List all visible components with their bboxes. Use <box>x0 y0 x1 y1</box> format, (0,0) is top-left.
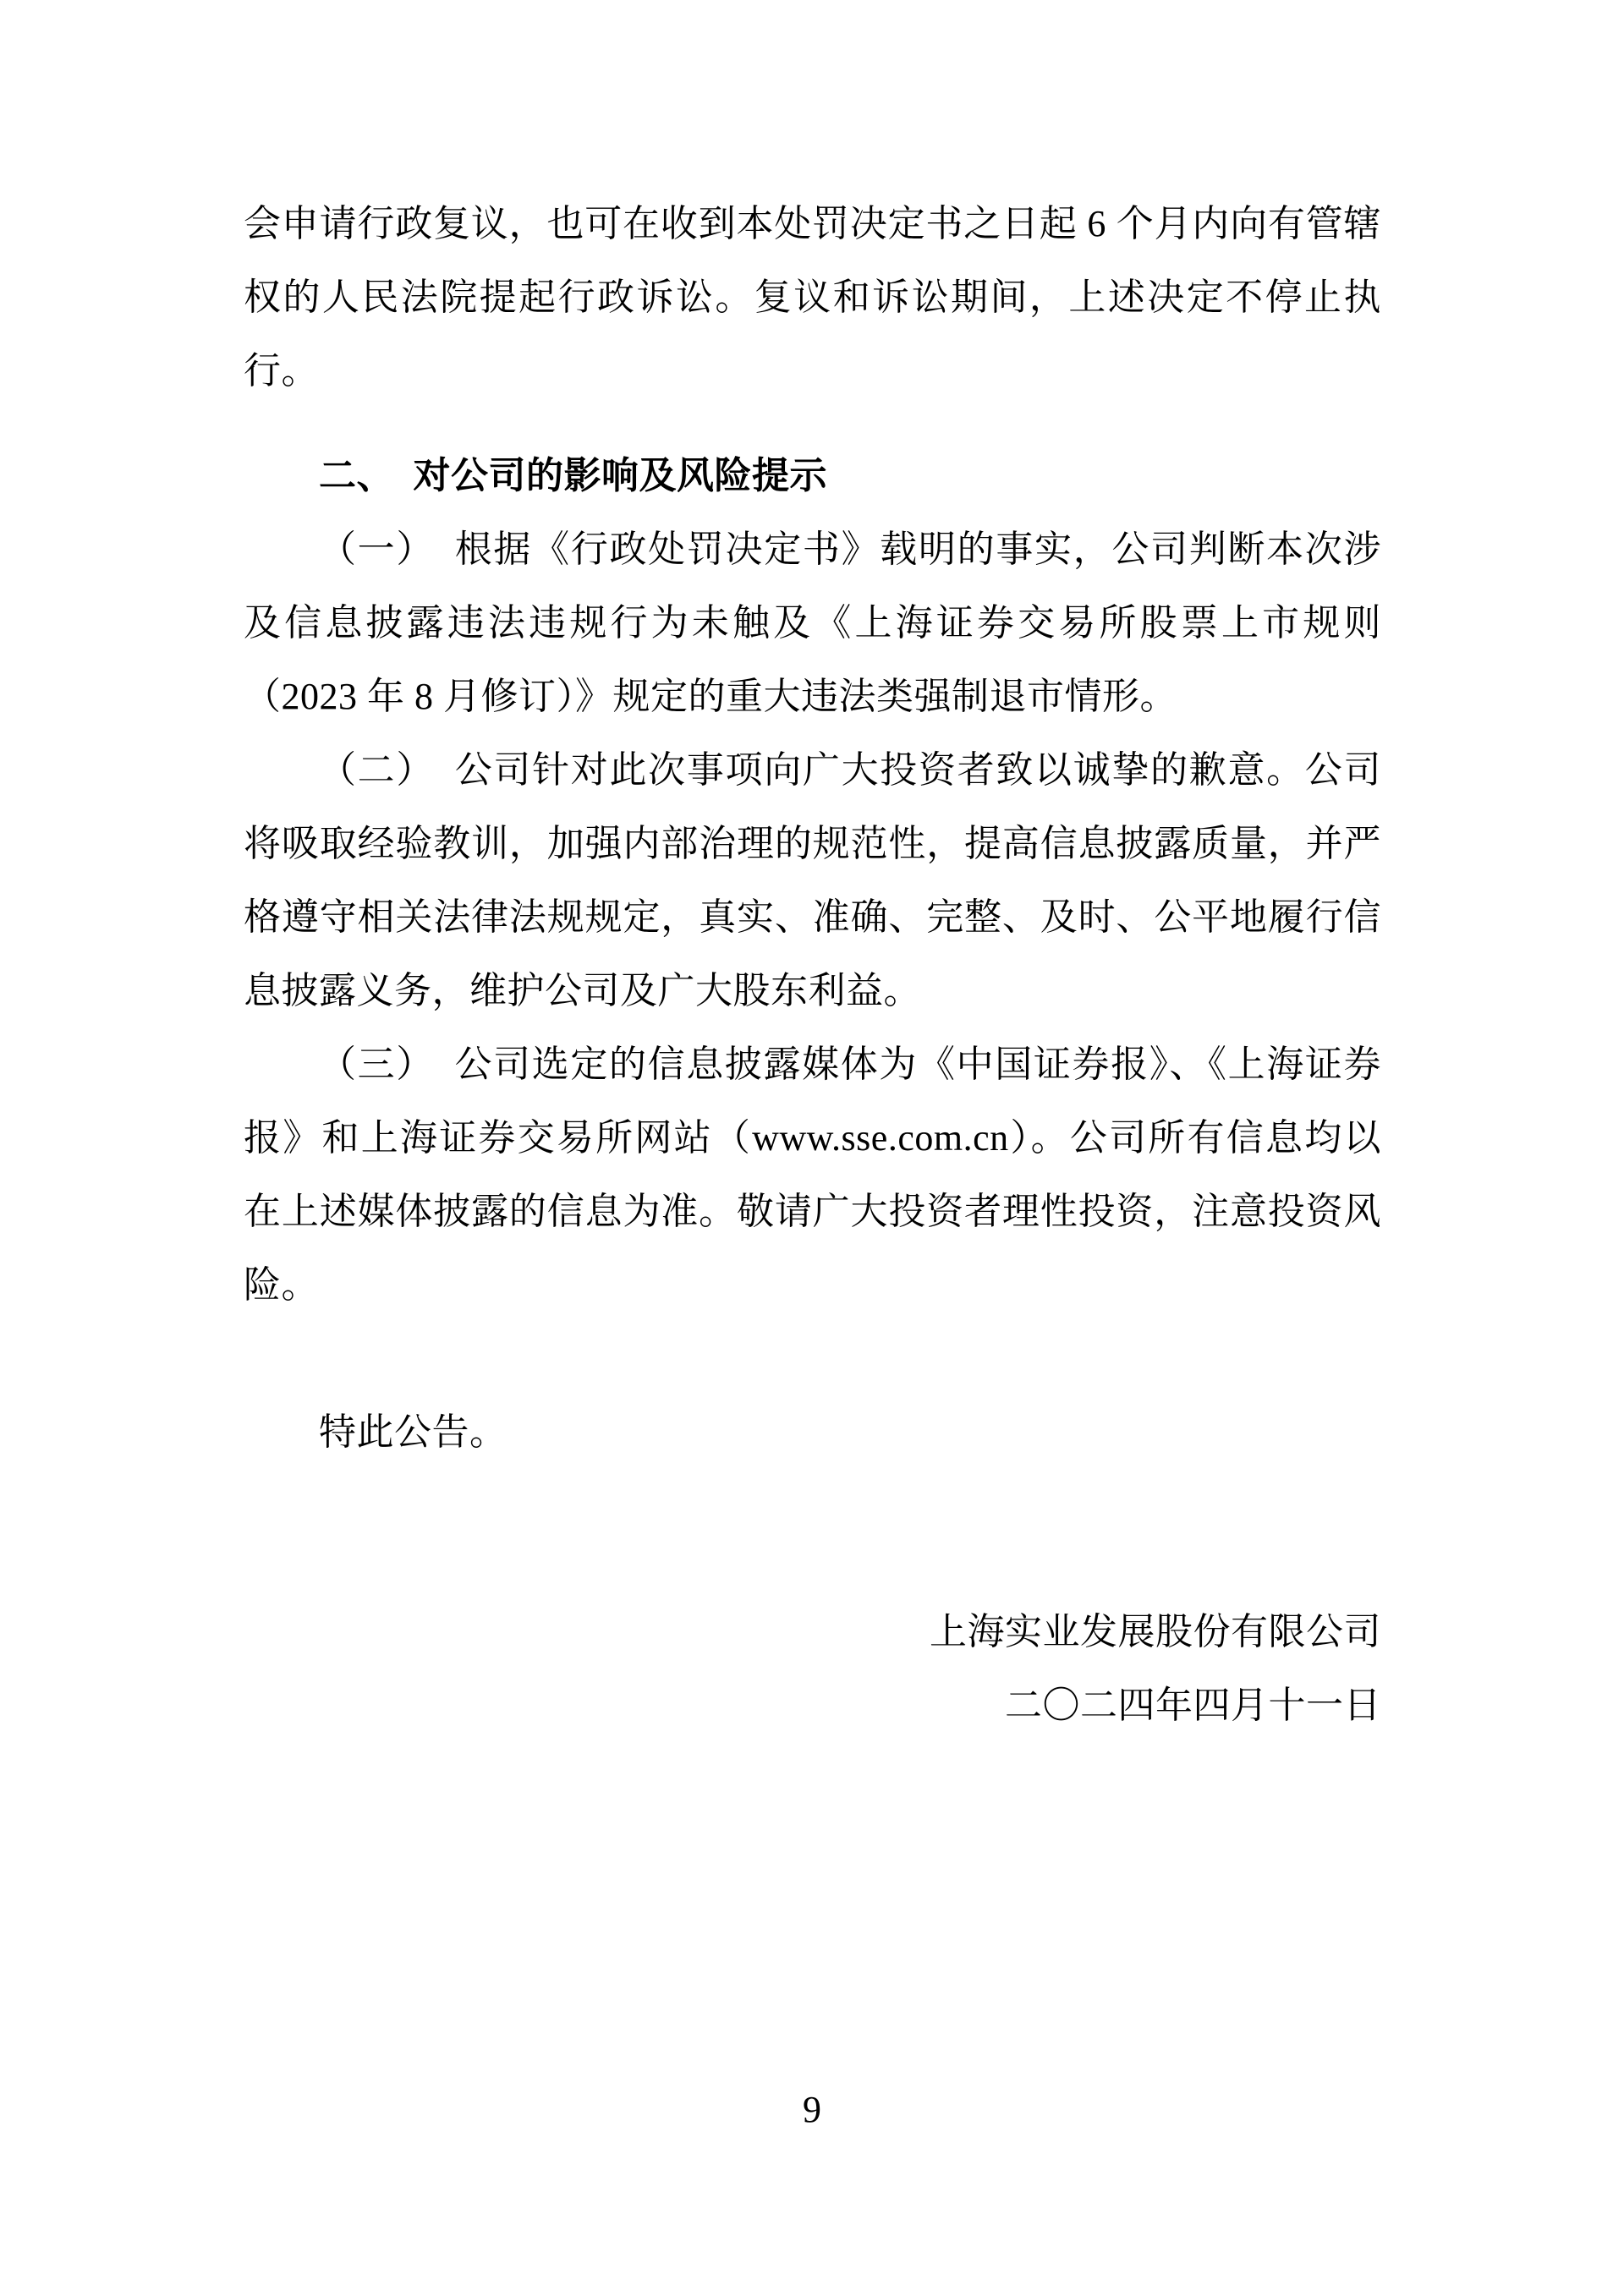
signature-company: 上海实业发展股份有限公司 <box>930 1611 1381 1652</box>
paragraph-continuation: 会申请行政复议，也可在收到本处罚决定书之日起 6 个月内向有管辖权的人民法院提起行政诉讼。复议和诉讼期间，上述决定不停止执行。 <box>244 203 1381 392</box>
signature-date: 二〇二四年四月十一日 <box>1005 1685 1381 1726</box>
paragraph-item-3: （三） 公司选定的信息披露媒体为《中国证券报》、《上海证券报》和上海证券交易所网站（www.sse.com.cn）。公司所有信息均以在上述媒体披露的信息为准。敬请广大投资者理性投资，注意投资风险。 <box>244 1044 1381 1306</box>
document-body <box>244 187 1381 1742</box>
section-heading: 二、 对公司的影响及风险提示 <box>319 455 827 496</box>
signature-block <box>244 1595 1381 1742</box>
paragraph-item-1: （一） 根据《行政处罚决定书》载明的事实，公司判断本次涉及信息披露违法违规行为未触及《上海证券交易所股票上市规则（2023 年 8 月修订）》规定的重大违法类强制退市情形。 <box>244 529 1381 717</box>
page-number: 9 <box>803 2089 821 2130</box>
closing-statement: 特此公告。 <box>319 1411 508 1453</box>
paragraph-item-2: （二） 公司针对此次事项向广大投资者致以诚挚的歉意。公司将吸取经验教训，加强内部治理的规范性，提高信息披露质量，并严格遵守相关法律法规规定，真实、准确、完整、及时、公平地履行信息披露义务，维护公司及广大股东利益。 <box>244 749 1381 1011</box>
